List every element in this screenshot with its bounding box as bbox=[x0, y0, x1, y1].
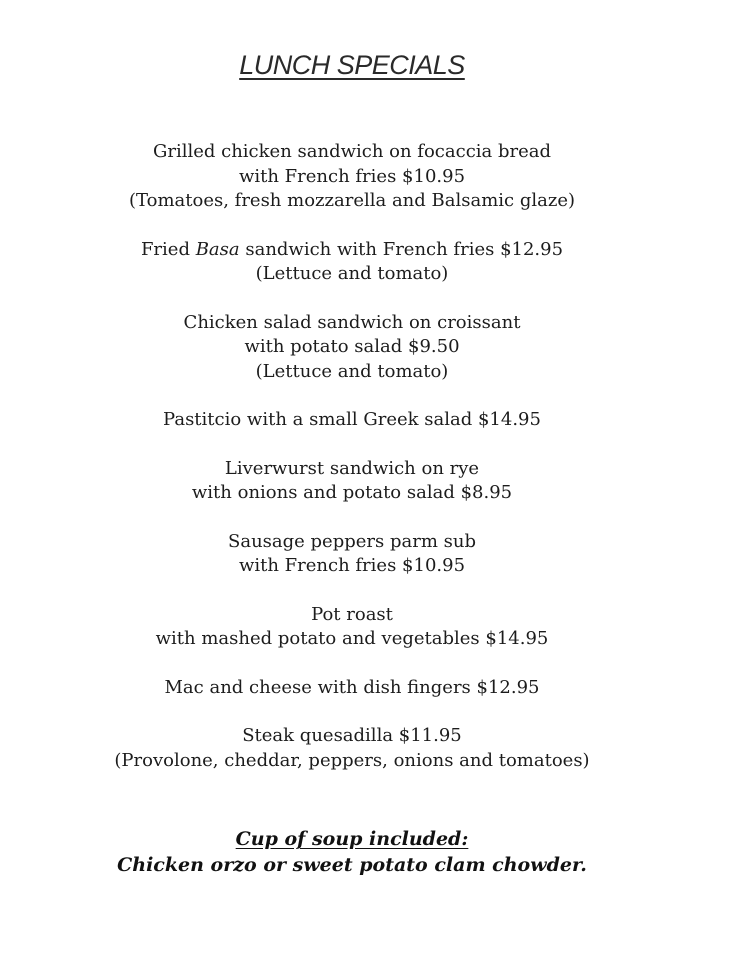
soup-note bbox=[0, 826, 704, 878]
item-name-fish: Basa bbox=[195, 238, 240, 260]
item-name-suffix: sandwich with French fries $12.95 bbox=[239, 238, 564, 260]
menu-item bbox=[0, 238, 704, 287]
item-name-price: Steak quesadilla $11.95 bbox=[242, 725, 462, 746]
item-details: (Lettuce and tomato) bbox=[255, 360, 449, 382]
item-name-prefix: Fried bbox=[140, 238, 196, 260]
menu-item bbox=[0, 140, 704, 214]
menu-item bbox=[0, 603, 704, 652]
item-name-price bbox=[0, 238, 704, 263]
item-name: Pot roast bbox=[311, 603, 393, 625]
menu-item bbox=[0, 724, 704, 773]
item-name: Sausage peppers parm sub bbox=[228, 530, 476, 552]
item-name-price: Pastitcio with a small Greek salad $14.95 bbox=[163, 409, 541, 430]
page-title: LUNCH SPECIALS bbox=[239, 50, 465, 80]
soup-heading: Cup of soup included: bbox=[235, 828, 469, 850]
item-name-price: Mac and cheese with dish fingers $12.95 bbox=[164, 676, 540, 698]
item-details: (Provolone, cheddar, peppers, onions and tomatoes) bbox=[114, 749, 590, 771]
item-sides-price: with potato salad $9.50 bbox=[244, 336, 460, 357]
menu-item bbox=[0, 530, 704, 579]
specials-list bbox=[0, 140, 704, 797]
item-sides-price: with French fries $10.95 bbox=[238, 165, 466, 187]
item-sides-price: with French fries $10.95 bbox=[238, 555, 466, 576]
menu-item bbox=[0, 676, 704, 701]
item-details: (Tomatoes, fresh mozzarella and Balsamic glaze) bbox=[128, 190, 576, 211]
item-sides-price: with onions and potato salad $8.95 bbox=[191, 482, 513, 503]
item-name: Chicken salad sandwich on croissant bbox=[183, 311, 521, 333]
menu-item bbox=[0, 311, 704, 385]
item-name: Liverwurst sandwich on rye bbox=[224, 457, 480, 479]
menu-item bbox=[0, 408, 704, 433]
item-details: (Lettuce and tomato) bbox=[255, 263, 449, 284]
item-name: Grilled chicken sandwich on focaccia bread bbox=[152, 141, 552, 162]
soup-options: Chicken orzo or sweet potato clam chowder. bbox=[117, 854, 587, 876]
menu-item bbox=[0, 457, 704, 506]
item-sides-price: with mashed potato and vegetables $14.95 bbox=[155, 628, 549, 649]
